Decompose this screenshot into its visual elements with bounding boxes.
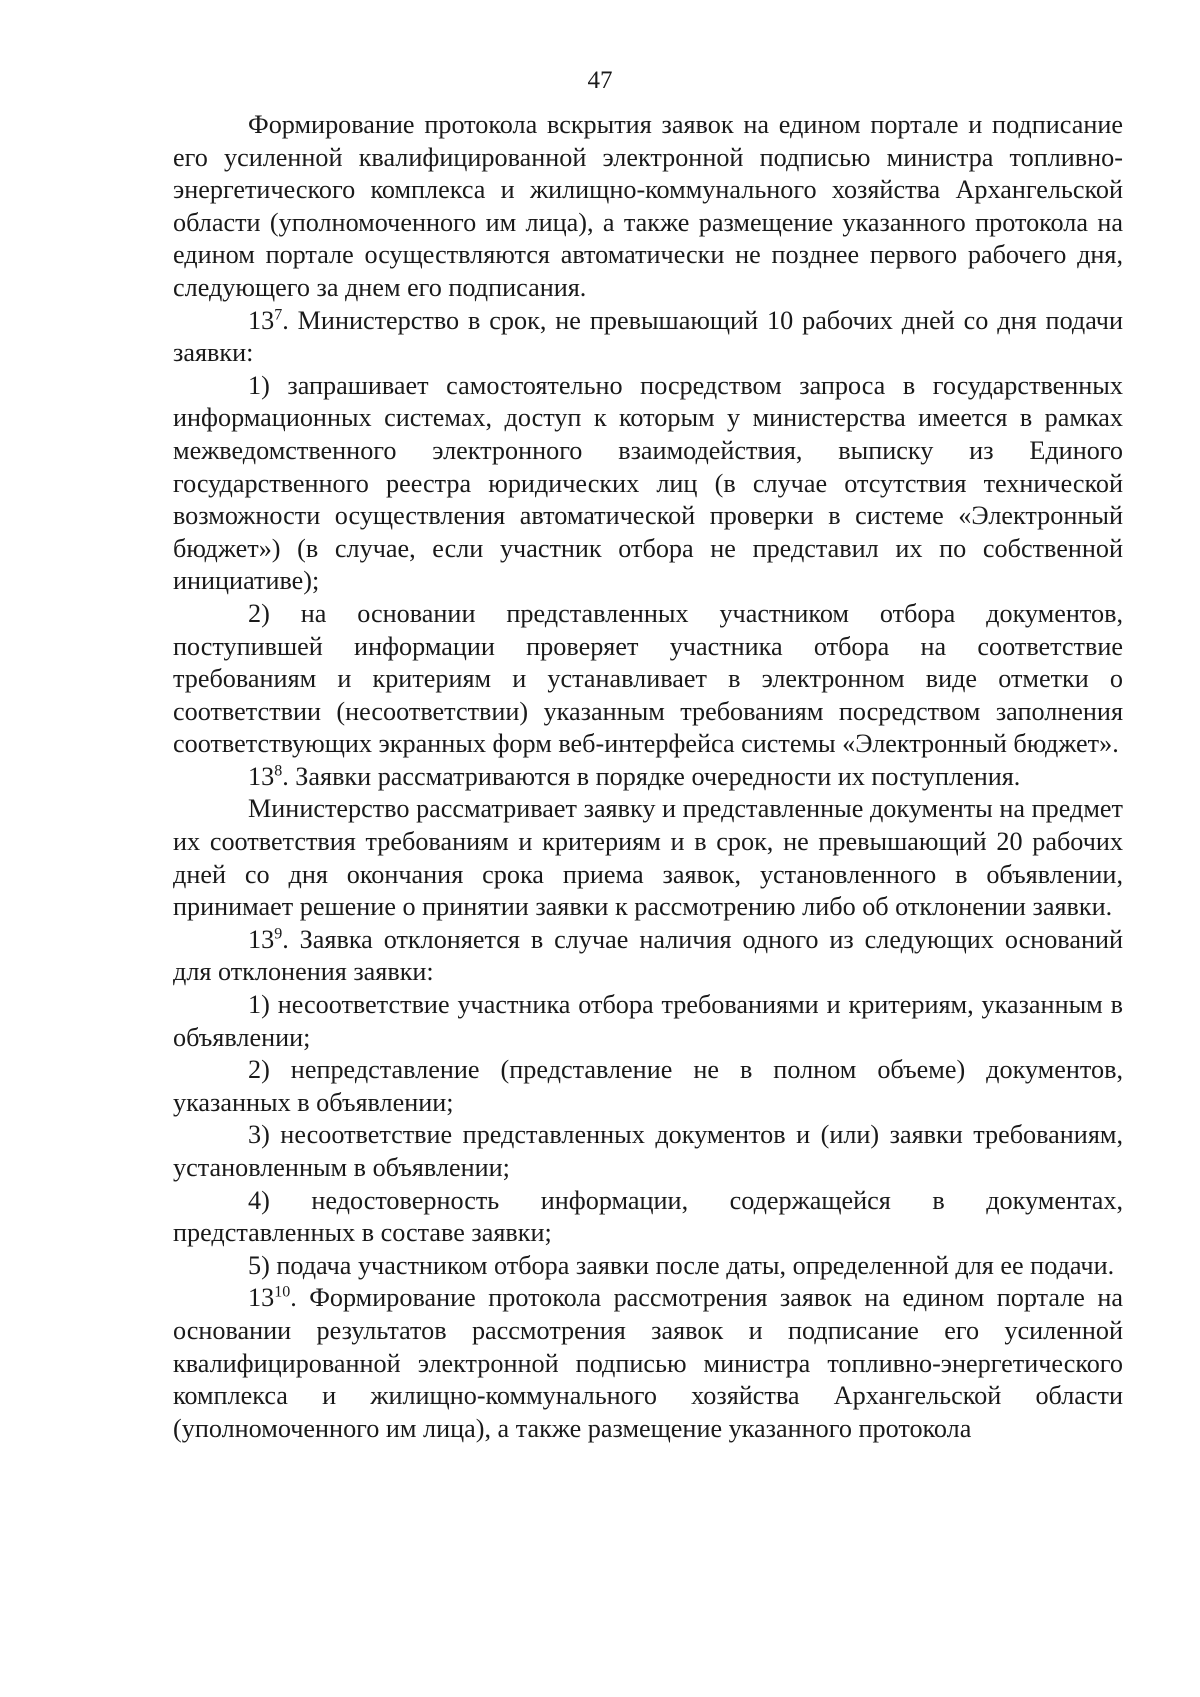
paragraph-rejection-2: [173, 1054, 1123, 1119]
paragraph-text: . Заявки рассматриваются в порядке очередности их поступления.: [282, 761, 1021, 791]
paragraph-text: 3) несоответствие представленных документов и (или) заявки требованиям, установленным в объявлении;: [173, 1120, 1123, 1182]
paragraph-13-7: [173, 305, 1123, 370]
paragraph-text: 1) запрашивает самостоятельно посредством запроса в государственных информационных системах, доступ к которым у министерства имеется в рамках межведомственного электронного взаимодействия, выписку из Единого государственного реестра юридических лиц (в случае отсутствия технической возможности осуществления автоматической проверки в системе «Электронный бюджет») (в случае, если участник отбора не представил их по собственной инициативе);: [173, 370, 1123, 596]
paragraph-text: 4) недостоверность информации, содержащейся в документах, представленных в составе заявки;: [173, 1185, 1123, 1248]
clause-superscript: 7: [274, 305, 283, 323]
paragraph-text: 2) на основании представленных участником отбора документов, поступившей информации проверяет участника отбора на соответствие требованиям и критериям и устанавливает в электронном виде отметки о соответствии (несоответствии) указанным требованиям посредством заполнения соответствующих экранных форм веб-интерфейса системы «Электронный бюджет».: [173, 598, 1123, 759]
paragraph-text: . Министерство в срок, не превышающий 10 рабочих дней со дня подачи заявки:: [173, 305, 1123, 368]
clause-number: 13: [248, 761, 275, 791]
clause-number: 13: [248, 305, 275, 335]
paragraph-13-9: [173, 924, 1123, 989]
paragraph-13-10: [173, 1282, 1123, 1445]
paragraph-protocol-opening: [173, 109, 1123, 305]
page-number: 47: [587, 67, 613, 94]
paragraph-rejection-5: [173, 1250, 1123, 1283]
paragraph-item-2-check: [173, 598, 1123, 761]
document-body: [173, 109, 1123, 1445]
paragraph-text: 1) несоответствие участника отбора требованиями и критериям, указанным в объявлении;: [173, 990, 1123, 1052]
paragraph-text: 2) непредставление (представление не в полном объеме) документов, указанных в объявлении;: [173, 1055, 1123, 1117]
paragraph-rejection-1: [173, 989, 1123, 1054]
paragraph-text: Формирование протокола вскрытия заявок на едином портале и подписание его усиленной квалифицированной электронной подписью министра топливно-энергетического комплекса и жилищно-коммунального хозяйства Архангельской области (уполномоченного им лица), а также размещение указанного протокола на едином портале осуществляются автоматически не позднее первого рабочего дня, следующего за днем его подписания.: [173, 110, 1123, 302]
clause-superscript: 8: [274, 762, 283, 780]
clause-superscript: 10: [274, 1283, 291, 1301]
paragraph-rejection-3: [173, 1119, 1123, 1184]
paragraph-ministry-review: [173, 793, 1123, 923]
clause-number: 13: [248, 924, 275, 954]
paragraph-text: . Заявка отклоняется в случае наличия одного из следующих оснований для отклонения заявки:: [173, 924, 1123, 987]
paragraph-item-1-request: [173, 370, 1123, 598]
clause-number: 13: [248, 1283, 275, 1313]
paragraph-text: . Формирование протокола рассмотрения заявок на едином портале на основании результатов рассмотрения заявок и подписание его усиленной квалифицированной электронной подписью министра топливно-энергетического комплекса и жилищно-коммунального хозяйства Архангельской области (уполномоченного им лица), а также размещение указанного протокола: [173, 1283, 1123, 1443]
paragraph-text: 5) подача участником отбора заявки после даты, определенной для ее подачи.: [248, 1250, 1115, 1280]
clause-superscript: 9: [274, 925, 283, 943]
paragraph-text: Министерство рассматривает заявку и представленные документы на предмет их соответствия требованиям и критериям и в срок, не превышающий 20 рабочих дней со дня окончания срока приема заявок, установленного в объявлении, принимает решение о принятии заявки к рассмотрению либо об отклонении заявки.: [173, 794, 1123, 922]
paragraph-13-8: [173, 761, 1123, 794]
paragraph-rejection-4: [173, 1185, 1123, 1250]
